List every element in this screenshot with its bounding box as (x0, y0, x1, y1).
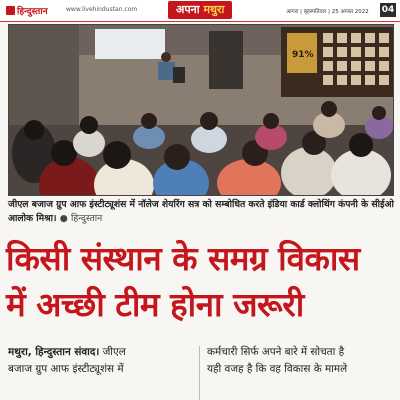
article-column-2 (207, 344, 394, 378)
brand-logo (6, 4, 48, 17)
caption-bullet: ● (59, 213, 68, 224)
poster-percentage: 91% (292, 50, 314, 60)
article-col2-line-2: यही वजह है कि वह विकास के मामले (207, 363, 348, 375)
page-number: 04 (381, 5, 395, 15)
edition-dateline: आगरा | बृहस्पतिवार | 25 अगस्त 2022 (286, 9, 369, 15)
article-col1-line-1-rest: जीएल (99, 346, 126, 358)
headline-line-2: में अच्छी टीम होना जरूरी (6, 285, 304, 324)
article-col2-line-1: कर्मचारी सिर्फ अपने बारे में सोचता है (207, 346, 345, 358)
projection-screen (95, 29, 165, 59)
section-label-city: मथुरा (203, 3, 225, 16)
article-dateline: मथुरा, हिन्दुस्तान संवाद। (8, 346, 100, 358)
article-col1-line-2: बजाज ग्रुप आफ इंस्टीट्यूशंस में (8, 363, 124, 375)
photo-caption (8, 198, 394, 226)
photo-caption-text: जीएल बजाज ग्रुप आफ इंस्टीट्यूशंस में नॉलेज शेयरिंग सत्र को सम्बोधित करते इंडिया कार्ड क्लोथिंग कंपनी के सीईओ आलोक मिश्रा। (8, 199, 394, 224)
column-divider (199, 346, 200, 400)
headline (6, 236, 398, 328)
section-label (168, 1, 232, 19)
event-photo-illustration (9, 25, 393, 195)
section-label-prefix: अपना (176, 3, 204, 16)
article-column-1 (8, 344, 195, 378)
brand-name: हिन्दुस्तान (17, 7, 48, 17)
brand-logo-icon (6, 6, 15, 15)
article-col1-line-1 (8, 344, 195, 361)
caption-credit: हिन्दुस्तान (70, 213, 103, 224)
masthead (0, 0, 400, 22)
event-photo (8, 24, 394, 196)
headline-line-1: किसी संस्थान के समग्र विकास (6, 239, 360, 278)
site-url: www.livehindustan.com (66, 6, 138, 13)
